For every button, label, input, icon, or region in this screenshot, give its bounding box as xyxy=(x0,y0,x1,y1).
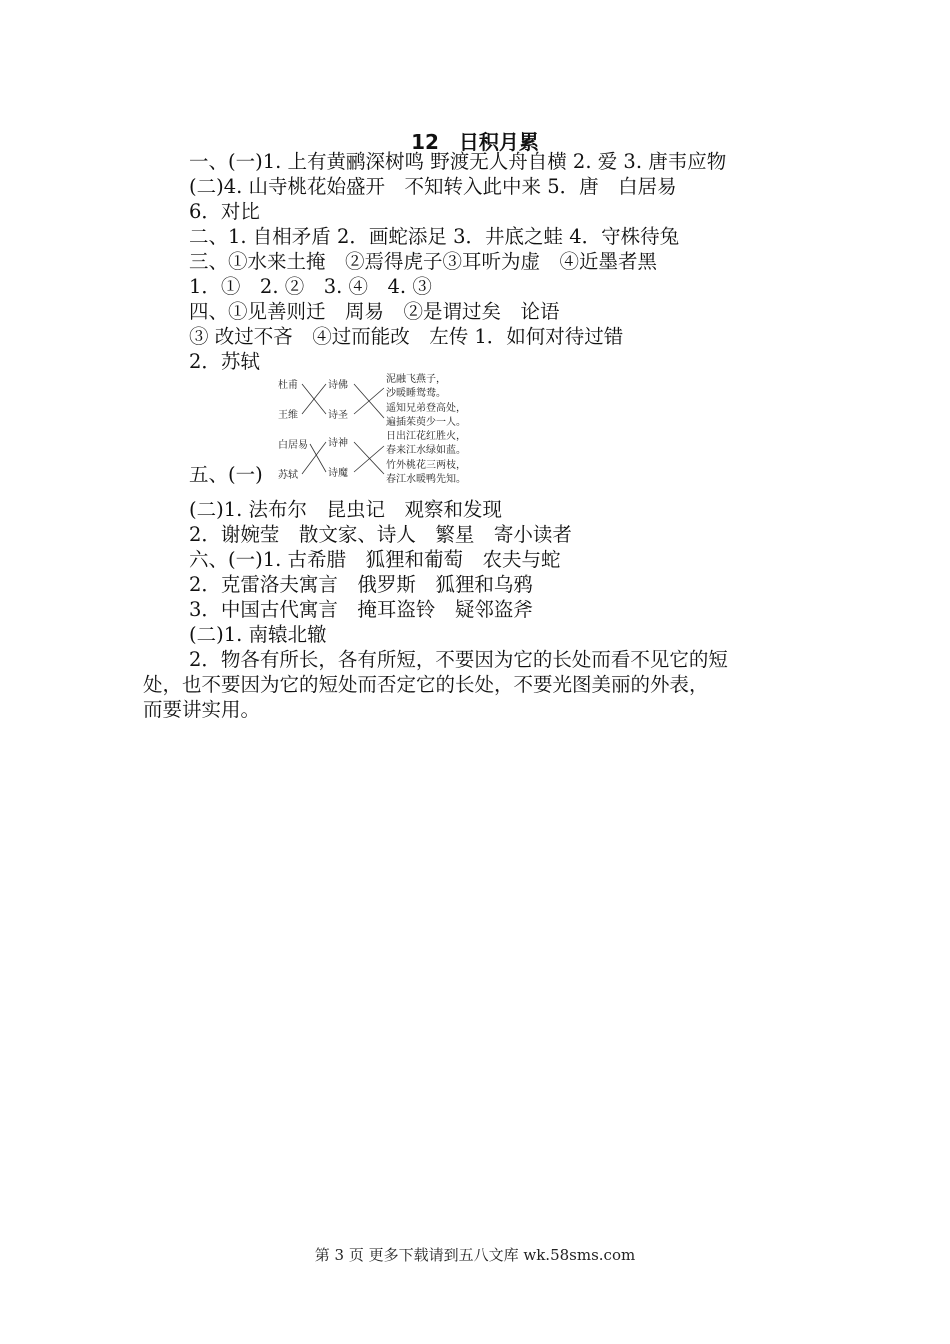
answer-line: 1．① 2. ② 3. ④ 4. ③ xyxy=(189,275,432,298)
title-label: 诗神 xyxy=(328,438,348,449)
answer-line: 六、(一)1. 古希腊 狐狸和葡萄 农夫与蛇 xyxy=(189,548,561,571)
poet-label: 白居易 xyxy=(278,440,308,451)
title-label: 诗佛 xyxy=(328,380,348,391)
page-title: 12 日积月累 xyxy=(411,130,539,154)
answer-line: 一、(一)1. 上有黄鹂深树鸣 野渡无人舟自横 2. 爱 3. 唐韦应物 xyxy=(189,150,727,173)
title-label: 诗魔 xyxy=(328,468,348,479)
answer-line: 五、(一) xyxy=(189,463,263,486)
answer-line: 而要讲实用。 xyxy=(143,698,261,721)
verse-label: 春江水暖鸭先知。 xyxy=(386,474,466,485)
answer-line: 2．苏轼 xyxy=(189,350,260,373)
verse-label: 竹外桃花三两枝， xyxy=(386,460,466,471)
verse-label: 遍插茱萸少一人。 xyxy=(386,417,466,428)
verse-label: 春来江水绿如蓝。 xyxy=(386,445,466,456)
poet-label: 苏轼 xyxy=(278,470,298,481)
answer-line: (二)1. 南辕北辙 xyxy=(189,623,327,646)
answer-line: (二)1. 法布尔 昆虫记 观察和发现 xyxy=(189,498,503,521)
verse-label: 沙暖睡鸳鸯。 xyxy=(386,388,446,399)
answer-line: ③ 改过不吝 ④过而能改 左传 1．如何对待过错 xyxy=(189,325,624,348)
answer-line: 处，也不要因为它的短处而否定它的长处，不要光图美丽的外表， xyxy=(143,673,709,696)
page-footer: 第 3 页 更多下载请到五八文库 wk.58sms.com xyxy=(314,1246,636,1264)
poet-label: 杜甫 xyxy=(278,380,298,391)
title-label: 诗圣 xyxy=(328,410,348,421)
answer-line: 3．中国古代寓言 掩耳盗铃 疑邻盗斧 xyxy=(189,598,533,621)
answer-line: 三、①水来土掩 ②焉得虎子③耳听为虚 ④近墨者黑 xyxy=(189,250,658,273)
matching-diagram xyxy=(270,370,480,485)
verse-label: 日出江花红胜火， xyxy=(386,431,466,442)
poet-label: 王维 xyxy=(278,410,298,421)
verse-label: 泥融飞燕子， xyxy=(386,374,446,385)
answer-line: 四、①见善则迁 周易 ②是谓过矣 论语 xyxy=(189,300,560,323)
answer-line: 二、1. 自相矛盾 2．画蛇添足 3．井底之蛙 4．守株待兔 xyxy=(189,225,680,248)
answer-line: 2．谢婉莹 散文家、诗人 繁星 寄小读者 xyxy=(189,523,572,546)
verse-label: 遥知兄弟登高处， xyxy=(386,403,466,414)
answer-line: 2．物各有所长，各有所短，不要因为它的长处而看不见它的短 xyxy=(189,648,728,671)
answer-line: 2．克雷洛夫寓言 俄罗斯 狐狸和乌鸦 xyxy=(189,573,533,596)
answer-line: 6．对比 xyxy=(189,200,260,223)
answer-line: (二)4. 山寺桃花始盛开 不知转入此中来 5．唐 白居易 xyxy=(189,175,677,198)
